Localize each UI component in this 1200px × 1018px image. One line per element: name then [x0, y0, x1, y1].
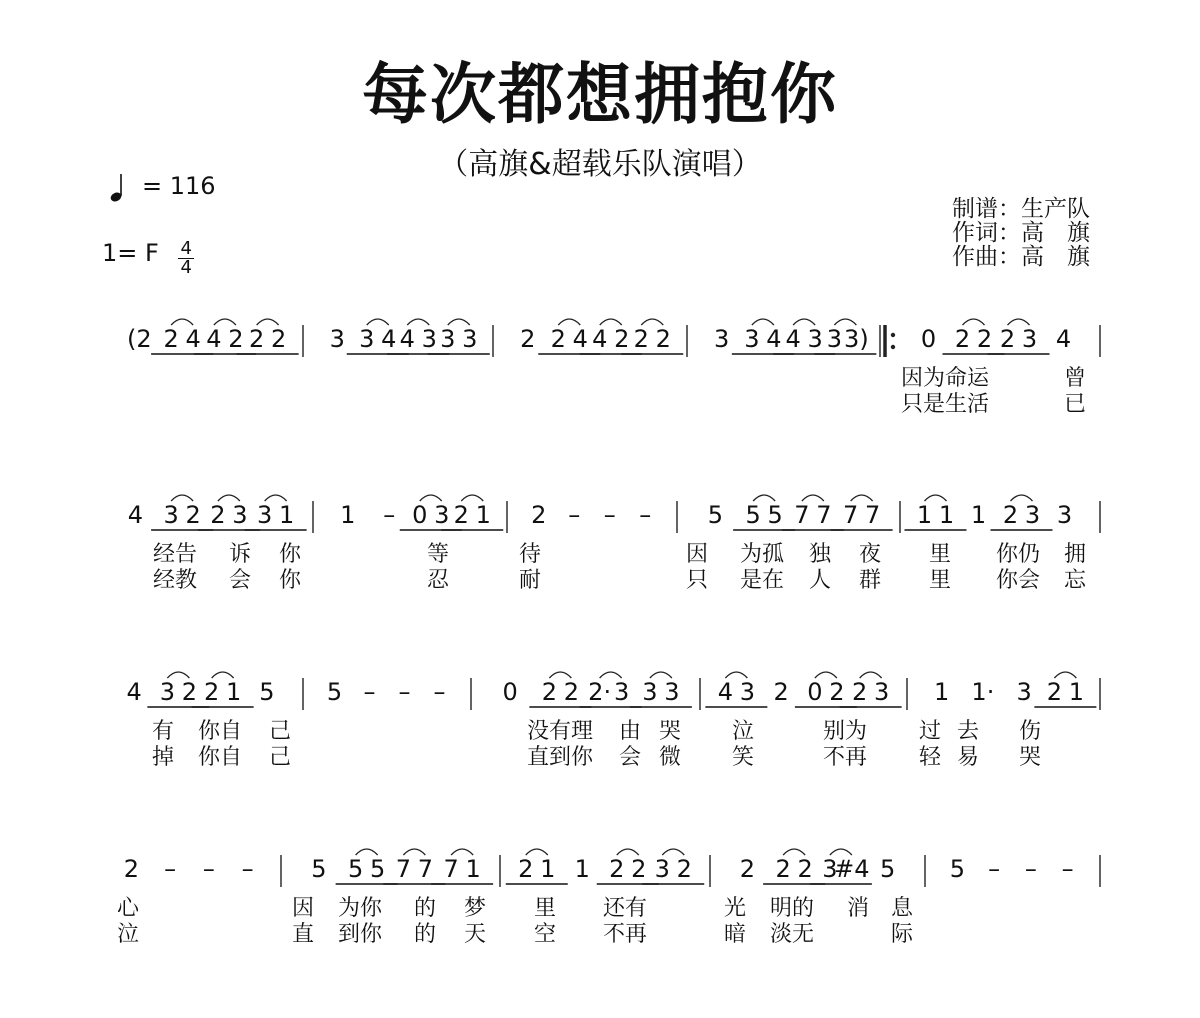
- lyric-syllable: 别为: [822, 719, 868, 744]
- lyric-syllable: 泣: [116, 922, 140, 947]
- note-digit: 2: [1046, 678, 1063, 706]
- note-digit: 2: [851, 678, 868, 706]
- note-digit: 3: [713, 325, 730, 353]
- note-digit: 1: [340, 501, 356, 529]
- lyric-syllable: 因为命运: [900, 366, 990, 391]
- note-digit: 3: [822, 855, 838, 883]
- lyric-syllable: 不再: [822, 745, 868, 770]
- note-digit: –: [639, 501, 652, 529]
- note-digit: 3: [826, 325, 843, 353]
- credit-lyricist: 作词：高 旗: [952, 220, 1090, 246]
- lyric-syllable: 哭: [658, 719, 682, 744]
- note-digit: 5: [745, 501, 761, 529]
- note-digit: 2: [163, 325, 179, 353]
- note-digit: 2: [773, 678, 789, 706]
- note-digit: 1·: [971, 678, 995, 706]
- note-digit: –: [363, 678, 376, 706]
- lyric-syllable: 还有: [602, 896, 648, 921]
- lyric-syllable: 因: [685, 542, 709, 567]
- lyric-syllable: 际: [890, 922, 914, 947]
- note-digit: 1: [938, 501, 955, 529]
- note-digit: 7: [816, 501, 832, 529]
- lyric-syllable: 你: [278, 568, 302, 593]
- lyric-syllable: 忘: [1063, 568, 1087, 593]
- note-digit: 7: [842, 501, 859, 529]
- lyric-syllable: 人: [808, 568, 832, 593]
- note-digit: 3: [329, 325, 345, 353]
- lyric-syllable: 独: [808, 542, 832, 567]
- note-digit: 1: [574, 855, 590, 883]
- lyric-syllable: 掉: [151, 745, 175, 770]
- lyric-syllable: 待: [518, 542, 542, 567]
- note-digit: 3: [159, 678, 176, 706]
- note-digit: 1: [475, 501, 491, 529]
- note-digit: 2: [614, 325, 630, 353]
- note-digit: –: [164, 855, 177, 883]
- lyric-syllable: 梦: [463, 896, 487, 921]
- note-digit: 4: [766, 325, 782, 353]
- note-digit: 2: [248, 325, 265, 353]
- note-digit: 5: [259, 678, 275, 706]
- note-digit: 7: [864, 501, 881, 529]
- key-label: 1= F: [102, 239, 159, 267]
- lyric-syllable: 己: [268, 719, 292, 744]
- note-digit: 2: [797, 855, 813, 883]
- tempo-value: = 116: [142, 172, 216, 200]
- lyric-syllable: 直: [291, 922, 315, 947]
- lyric-syllable: 因: [291, 896, 315, 921]
- lyric-syllable: 消: [846, 896, 870, 921]
- lyric-syllable: 心: [116, 896, 140, 921]
- note-digit: 3: [873, 678, 890, 706]
- note-digit: 1: [916, 501, 933, 529]
- note-digit: 1: [970, 501, 987, 529]
- note-digit: 2: [631, 855, 647, 883]
- note-digit: –: [603, 501, 616, 529]
- lyric-syllable: 由: [618, 719, 642, 744]
- note-digit: 2: [633, 325, 649, 353]
- note-digit: 4: [717, 678, 734, 706]
- note-digit: 4: [1055, 325, 1072, 353]
- note-digit: 3: [642, 678, 658, 706]
- lyric-syllable: 的: [413, 922, 437, 947]
- lyric-syllable: 光: [723, 896, 747, 921]
- note-digit: –: [241, 855, 254, 883]
- note-digit: 3: [1056, 501, 1073, 529]
- note-digit: 5: [767, 501, 783, 529]
- note-digit: 5: [707, 501, 724, 529]
- note-digit: 2: [999, 325, 1016, 353]
- lyric-syllable: 你会: [995, 568, 1041, 593]
- lyric-syllable: 有: [151, 719, 175, 744]
- lyric-syllable: 天: [463, 922, 487, 947]
- note-digit: 1: [540, 855, 556, 883]
- note-digit: 3: [256, 501, 273, 529]
- note-digit: 2: [550, 325, 566, 353]
- lyric-syllable: 你自: [197, 719, 243, 744]
- lyric-syllable: 己: [268, 745, 292, 770]
- lyric-syllable: 明的: [769, 896, 815, 921]
- lyric-syllable: 耐: [518, 568, 542, 593]
- lyric-syllable: 会: [228, 568, 252, 593]
- lyric-syllable: 忍: [426, 568, 450, 593]
- repeat-dot: [891, 333, 895, 337]
- note-digit: 2: [829, 678, 845, 706]
- note-digit: 7: [395, 855, 412, 883]
- lyric-syllable: 过: [918, 719, 942, 744]
- note-digit: –: [1024, 855, 1037, 883]
- lyric-syllable: 直到你: [526, 745, 594, 770]
- note-digit: 1: [933, 678, 950, 706]
- lyric-syllable: 微: [658, 745, 682, 770]
- note-digit: 3: [744, 325, 760, 353]
- credit-arranger: 制谱：生产队: [952, 196, 1090, 222]
- lyric-syllable: 淡无: [769, 922, 815, 947]
- note-digit: 2: [518, 855, 534, 883]
- performer-subtitle: （高旗&超载乐队演唱）: [438, 147, 762, 182]
- note-digit: –: [383, 501, 396, 529]
- note-digit: 4: [785, 325, 801, 353]
- lyric-syllable: 空: [533, 922, 557, 947]
- lyric-syllable: 为你: [337, 896, 383, 921]
- note-digit: 2: [203, 678, 220, 706]
- note-digit: 2: [1002, 501, 1019, 529]
- lyric-syllable: 夜: [858, 542, 882, 567]
- note-digit: 0: [807, 678, 823, 706]
- note-digit: 3: [654, 855, 670, 883]
- lyric-syllable: 诉: [228, 542, 252, 567]
- note-digit: 3: [1024, 501, 1041, 529]
- lyric-syllable: 只: [685, 568, 709, 593]
- note-digit: 5: [311, 855, 327, 883]
- note-digit: 3: [440, 325, 456, 353]
- note-digit: 2: [775, 855, 791, 883]
- lyric-syllable: 笑: [731, 745, 755, 770]
- note-digit: 4: [127, 501, 144, 529]
- note-digit: 2: [676, 855, 692, 883]
- note-digit: 0: [502, 678, 518, 706]
- time-signature-bottom: 4: [180, 257, 192, 278]
- lyric-syllable: 里: [928, 542, 952, 567]
- lyric-syllable: 去: [956, 719, 980, 744]
- note-digit: 2: [739, 855, 756, 883]
- note-digit: 3: [739, 678, 756, 706]
- lyric-syllable: 里: [928, 568, 952, 593]
- note-digit: 2: [520, 325, 536, 353]
- lyric-syllable: 为孤: [739, 542, 785, 567]
- note-digit: 2: [976, 325, 993, 353]
- note-digit: 5: [326, 678, 343, 706]
- note-digit: 3: [462, 325, 478, 353]
- note-digit: 2: [541, 678, 558, 706]
- note-digit: 4: [399, 325, 415, 353]
- note-digit: 2: [123, 855, 140, 883]
- lyric-syllable: 轻: [918, 745, 942, 770]
- note-digit: 2: [210, 501, 226, 529]
- song-title: 每次都想拥抱你: [362, 56, 838, 133]
- lyric-syllable: 哭: [1018, 745, 1042, 770]
- lyric-syllable: 是在: [739, 568, 785, 593]
- lyric-syllable: 易: [956, 745, 980, 770]
- lyric-syllable: 只是生活: [900, 392, 990, 417]
- note-digit: 0: [412, 501, 428, 529]
- note-digit: 2: [531, 501, 547, 529]
- lyric-syllable: 息: [890, 896, 914, 921]
- note-digit: 2: [270, 325, 287, 353]
- note-digit: 1: [1068, 678, 1085, 706]
- note-digit: 2: [655, 325, 671, 353]
- note-digit: –: [433, 678, 446, 706]
- lyric-syllable: 伤: [1018, 719, 1042, 744]
- note-digit: –: [202, 855, 215, 883]
- note-digit: 4: [185, 325, 201, 353]
- note-digit: –: [398, 678, 411, 706]
- note-digit: 3: [1016, 678, 1032, 706]
- lyric-syllable: 你自: [197, 745, 243, 770]
- note-digit: 4: [572, 325, 588, 353]
- note-digit: 1: [465, 855, 481, 883]
- note-digit: 2·: [588, 678, 612, 706]
- note-digit: 0: [920, 325, 937, 353]
- note-digit: 3: [807, 325, 823, 353]
- lyric-syllable: 曾: [1063, 366, 1087, 391]
- lyric-syllable: 等: [426, 542, 450, 567]
- note-digit: 2: [453, 501, 469, 529]
- note-digit: 4: [126, 678, 142, 706]
- repeat-dot: [891, 345, 895, 349]
- lyric-syllable: 群: [858, 568, 882, 593]
- note-digit: 5: [369, 855, 386, 883]
- note-digit: 7: [794, 501, 810, 529]
- lyric-syllable: 的: [413, 896, 437, 921]
- time-signature-top: 4: [180, 238, 192, 259]
- lyric-syllable: 你: [278, 542, 302, 567]
- lyric-syllable: 已: [1063, 392, 1087, 417]
- lyric-syllable: 你仍: [995, 542, 1041, 567]
- credit-composer: 作曲：高 旗: [952, 244, 1090, 270]
- lyric-syllable: 暗: [723, 922, 747, 947]
- note-digit: 2: [228, 325, 244, 353]
- lyric-syllable: 拥: [1063, 542, 1087, 567]
- note-digit: 3: [421, 325, 437, 353]
- note-digit: 2: [609, 855, 625, 883]
- note-digit: –: [1061, 855, 1074, 883]
- note-digit: 1: [278, 501, 295, 529]
- note-digit: 2: [954, 325, 971, 353]
- note-digit: 7: [443, 855, 459, 883]
- note-digit: 7: [417, 855, 434, 883]
- note-digit: 3: [359, 325, 375, 353]
- note-digit: 3): [844, 325, 869, 353]
- note-digit: 5: [879, 855, 896, 883]
- note-digit: –: [988, 855, 1001, 883]
- note-digit: 2: [185, 501, 201, 529]
- note-digit: 3: [613, 678, 630, 706]
- lyric-syllable: 里: [533, 896, 557, 921]
- note-digit: 2: [563, 678, 580, 706]
- note-digit: 4: [206, 325, 222, 353]
- note-digit: 3: [434, 501, 450, 529]
- lyric-syllable: 经告: [152, 542, 198, 567]
- lyric-syllable: 不再: [602, 922, 648, 947]
- note-digit: 1: [225, 678, 242, 706]
- lyric-syllable: 到你: [337, 922, 383, 947]
- note-digit: 2: [181, 678, 198, 706]
- note-digit: (2: [127, 325, 152, 353]
- lyric-syllable: 经教: [152, 568, 198, 593]
- note-digit: 5: [949, 855, 966, 883]
- note-digit: 3: [232, 501, 248, 529]
- note-digit: 4: [381, 325, 397, 353]
- note-digit: –: [568, 501, 581, 529]
- lyric-syllable: 泣: [731, 719, 755, 744]
- note-digit: #4: [834, 855, 870, 883]
- lyric-syllable: 没有理: [526, 719, 594, 744]
- note-digit: 3: [664, 678, 680, 706]
- note-digit: 5: [347, 855, 364, 883]
- note-digit: 3: [163, 501, 179, 529]
- note-digit: 4: [592, 325, 608, 353]
- note-digit: 3: [1021, 325, 1038, 353]
- lyric-syllable: 会: [618, 745, 642, 770]
